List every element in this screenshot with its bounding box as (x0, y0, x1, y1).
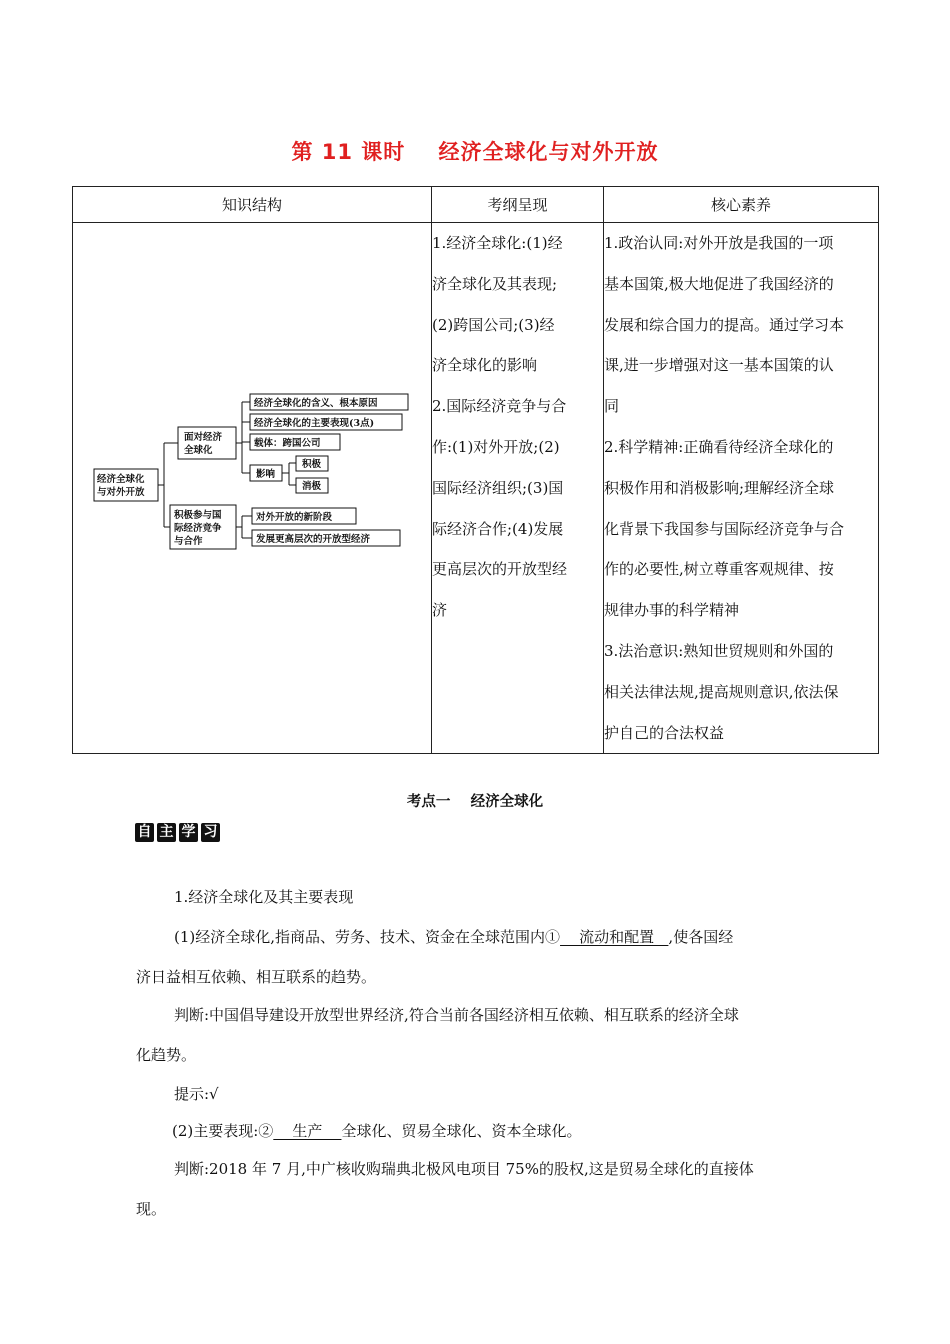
section-title: 考点一 经济全球化 (406, 794, 544, 810)
syllabus-line: 2.国际经济竞争与合 (432, 397, 567, 416)
syllabus-line: 作:(1)对外开放;(2) (432, 437, 560, 456)
literacy-line: 化背景下我国参与国际经济竞争与合 (604, 519, 845, 538)
literacy-line: 基本国策,极大地促进了我国经济的 (604, 274, 834, 293)
judgement-1-line-2: 化趋势。 (136, 1046, 197, 1064)
literacy-line: 护自己的合法权益 (604, 723, 725, 742)
literacy-line: 2.科学精神:正确看待经济全球化的 (604, 437, 834, 456)
answer-blank-2: 生产 (273, 1122, 342, 1140)
badge-char: 学 (179, 823, 198, 842)
branch-cooperation-line1: 积极参与国 (174, 510, 222, 521)
literacy-line: 同 (604, 397, 620, 416)
page-title: 第 11 课时 经济全球化与对外开放 (291, 140, 659, 164)
paragraph-1-pre: (1)经济全球化,指商品、劳务、技术、资金在全球范围内① (174, 928, 561, 946)
badge-char: 习 (201, 823, 220, 842)
syllabus-line: 1.经济全球化:(1)经 (432, 234, 563, 252)
literacy-line: 1.政治认同:对外开放是我国的一项 (604, 234, 834, 252)
item-definition-label: 经济全球化的含义、根本原因 (254, 398, 378, 409)
paragraph-1-line-2: 济日益相互依赖、相互联系的趋势。 (136, 968, 377, 986)
hint-1: 提示:√ (174, 1085, 219, 1103)
syllabus-line: (2)跨国公司;(3)经 (432, 315, 555, 334)
self-study-badge (135, 823, 220, 842)
paragraph-1-line-1 (174, 926, 733, 947)
header-syllabus: 考纲呈现 (432, 187, 604, 223)
syllabus-line: 济全球化的影响 (432, 356, 538, 375)
literacy-line: 规律办事的科学精神 (604, 601, 740, 620)
item-influence-label: 影响 (256, 469, 276, 480)
judgement-2-line-1: 判断:2018 年 7 月,中广核收购瑞典北极风电项目 75%的股权,这是贸易全球化的直接体 (174, 1160, 754, 1178)
branch-cooperation-line2: 际经济竞争 (174, 523, 222, 534)
knowledge-structure-diagram (92, 387, 414, 559)
item-new-stage-label: 对外开放的新阶段 (256, 512, 333, 523)
branch-globalization-line2: 全球化 (184, 445, 213, 456)
root-node-label-line1: 经济全球化 (97, 474, 145, 485)
syllabus-line: 国际经济组织;(3)国 (432, 478, 564, 497)
literacy-line: 积极作用和消极影响;理解经济全球 (604, 478, 835, 497)
badge-char: 自 (135, 823, 154, 842)
influence-positive-label: 积极 (302, 459, 322, 470)
item-carrier-label: 载体：跨国公司 (254, 438, 321, 449)
badge-char: 主 (157, 823, 176, 842)
paragraph-2-pre: (2)主要表现:② (172, 1122, 274, 1140)
branch-globalization-line1: 面对经济 (184, 432, 223, 443)
influence-negative-label: 消极 (302, 481, 322, 492)
header-core-literacy: 核心素养 (604, 187, 879, 223)
literacy-line: 发展和综合国力的提高。通过学习本 (604, 315, 845, 334)
paragraph-2-post: 全球化、贸易全球化、资本全球化。 (341, 1122, 582, 1140)
syllabus-line: 际经济合作;(4)发展 (432, 519, 564, 538)
literacy-line: 相关法律法规,提高规则意识,依法保 (604, 682, 839, 701)
heading-globalization: 1.经济全球化及其主要表现 (174, 888, 354, 906)
item-manifestation-label: 经济全球化的主要表现(3点) (254, 418, 375, 429)
syllabus-line: 济全球化及其表现; (432, 274, 558, 293)
syllabus-cell (432, 223, 604, 754)
item-higher-level-label: 发展更高层次的开放型经济 (256, 534, 371, 545)
judgement-2-line-2: 现。 (136, 1200, 167, 1218)
literacy-line: 3.法治意识:熟知世贸规则和外国的 (604, 641, 834, 660)
paragraph-2 (172, 1120, 581, 1141)
syllabus-line: 济 (432, 601, 448, 620)
root-node-label-line2: 与对外开放 (97, 487, 145, 498)
literacy-line: 作的必要性,树立尊重客观规律、按 (604, 560, 834, 579)
literacy-line: 课,进一步增强对这一基本国策的认 (604, 356, 834, 375)
core-literacy-cell (604, 223, 879, 754)
syllabus-line: 更高层次的开放型经 (432, 560, 568, 579)
answer-blank-1: 流动和配置 (560, 928, 669, 946)
branch-cooperation-line3: 与合作 (174, 536, 203, 547)
paragraph-1-post: ,使各国经 (668, 928, 734, 946)
judgement-1-line-1: 判断:中国倡导建设开放型世界经济,符合当前各国经济相互依赖、相互联系的经济全球 (174, 1006, 739, 1024)
header-knowledge-structure: 知识结构 (73, 187, 432, 223)
